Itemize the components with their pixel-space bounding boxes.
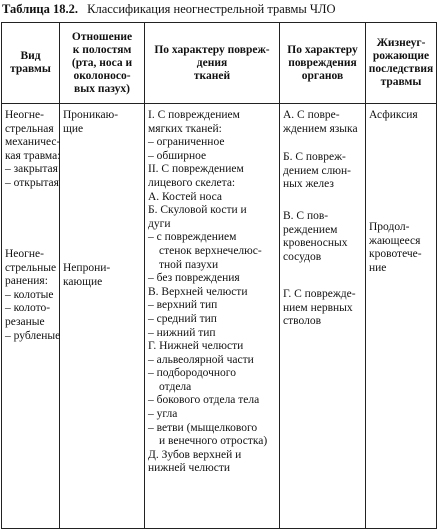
cell-line: Г. Нижней челюсти [148,340,244,353]
cell-line: – ограниченное [148,136,225,149]
cell-line: II. С повреждением [148,163,244,176]
cell-line: стрельная [5,122,54,135]
cell-line: В. Верхней челюсти [148,285,248,298]
cell-line: Асфиксия [369,109,418,121]
header-line: рожающие [372,50,430,62]
cell-line: дуги [148,217,171,230]
cell-line: жающееся [369,234,421,247]
tissue-damage-list [148,109,267,476]
cell-line: Непрони- [63,262,111,274]
organ-damage-glands [283,151,351,192]
cell-line: нижней челюсти [148,462,231,475]
cell-line: тной пазухи [159,258,219,271]
cell-line: резаные [5,315,45,328]
cell-line: стволов [283,315,321,328]
cell-line: ных желез [283,178,334,191]
header-row [2,23,437,104]
cell-line: – альвеолярной части [148,353,254,366]
cell-line: кровеносных [283,237,348,250]
cell-line: стенок верхнечелюс- [159,244,262,257]
cell-line: – бокового отдела тела [148,394,260,407]
header-line: травмы [380,76,422,88]
mechanical-injury-block [5,109,60,191]
cell-tissue-damage [145,104,280,529]
table-caption [2,2,336,17]
table-number: Таблица 18.2. [2,2,79,16]
cell-line: ние [369,261,387,274]
cell-line: Б. С повреж- [283,151,346,163]
cell-line: лицевого скелета: [148,176,236,189]
header-line: Вид [20,50,41,62]
cell-line: кающие [63,275,103,288]
cell-line: Г. С поврежде- [283,288,356,300]
organ-damage-vessels [283,210,347,264]
header-line: Жизнеуг- [376,37,426,49]
header-life-threatening [366,23,437,104]
table-title: Классификация неогнестрельной травмы ЧЛО [87,2,336,16]
header-line: к полостям [72,43,132,56]
body-row [2,104,437,529]
bleeding-block [369,221,422,275]
cell-line: механичес- [5,136,61,149]
asphyxia-block [369,109,418,123]
cell-line: – нижний тип [148,326,216,339]
cell-line: – колотые [5,288,54,301]
cell-line: – средний тип [148,312,217,325]
header-line: По характеру повреж- [154,43,270,56]
cell-line: мягких тканей: [148,122,222,135]
cell-line: – подбородочного [148,367,236,380]
cell-line: – угла [148,408,178,421]
cell-line: – с повреждением [148,231,237,244]
cell-line: отдела [159,380,192,393]
cell-line: кая травма: [5,149,61,162]
header-line: околоносо- [73,69,131,82]
cell-line: В. С пов- [283,210,329,222]
header-line: травмы [10,63,51,75]
cell-line: дением слюн- [283,164,351,177]
header-line: Отношение [71,30,133,43]
cell-line: сосудов [283,250,322,263]
non-penetrating-block [63,262,110,289]
cell-line: стрельные [5,261,57,274]
cell-line: нием нервных [283,301,353,314]
cell-line: А. С повре- [283,109,340,121]
classification-table [1,22,437,529]
penetrating-block [63,109,118,136]
cell-line: Продол- [369,221,410,233]
cell-line: I. С повреждением [148,109,240,121]
cell-line: – без повреждения [148,272,240,285]
cell-line: – ветви (мыщелкового [148,421,258,434]
header-line: вых пазух) [74,82,130,95]
header-line: дения [196,56,228,69]
header-line: По характеру [287,43,358,56]
header-organ-damage [280,23,366,104]
cell-line: А. Костей носа [148,190,222,203]
cell-line: – обширное [148,149,207,162]
header-line: тканей [193,69,231,82]
cell-line: – колото- [5,302,51,315]
cell-line: Д. Зубов верхней и [148,448,242,461]
header-line: (рта, носа и [71,56,133,69]
organ-damage-tongue [283,109,358,136]
cell-line: Неогне- [5,248,44,260]
header-tissue-damage [145,23,280,104]
cell-line: щие [63,122,84,135]
cell-injury-type [2,104,60,529]
cell-cavity-relation [60,104,145,529]
cell-organ-damage [280,104,366,529]
organ-damage-nerves [283,288,356,329]
header-injury-type [2,23,60,104]
cell-line: – верхний тип [148,299,218,312]
cell-line: Проникаю- [63,109,119,121]
header-line: органов [301,69,344,82]
cell-line: кровотече- [369,248,422,261]
cell-line: – закрытая [5,163,58,176]
cell-line: Неогне- [5,109,44,121]
header-line: повреждения [288,56,357,69]
cell-line: реждением [283,223,338,236]
wounds-block [5,248,60,343]
cell-line: Б. Скуловой кости и [148,204,247,217]
cell-line: и венечного отростка) [159,435,268,448]
header-cavity-relation [60,23,145,104]
cell-life-threatening [366,104,437,529]
header-line: последствия [368,63,434,75]
cell-line: – рубленые [5,329,61,342]
cell-line: ждением языка [283,122,358,135]
cell-line: ранения: [5,275,48,288]
cell-line: – открытая [5,176,59,189]
